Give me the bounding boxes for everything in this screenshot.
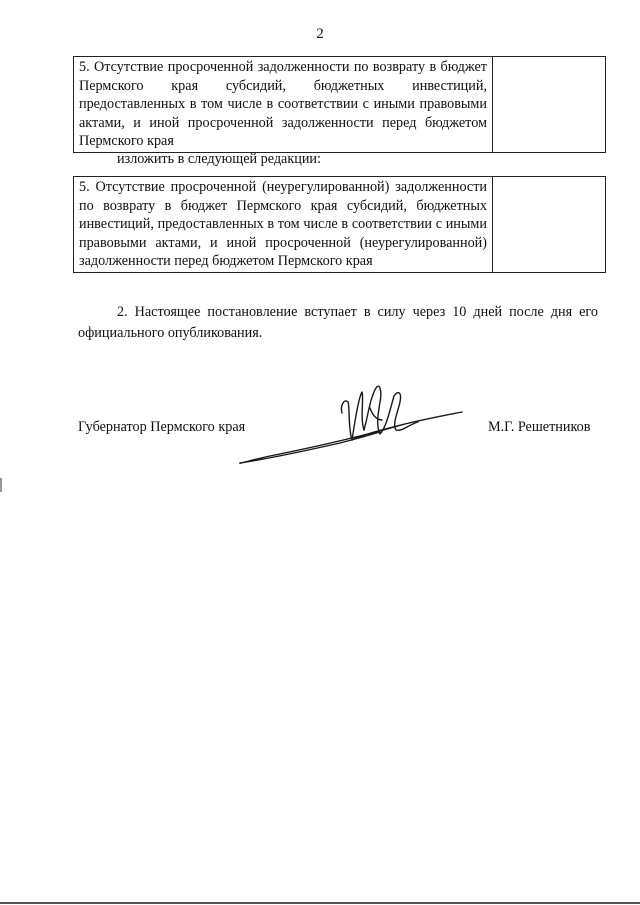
signature-image — [230, 368, 470, 468]
new-requirement-empty-cell — [493, 177, 606, 273]
paragraph-2: 2. Настоящее постановление вступает в силу через 10 дней после дня его официального опубликования. — [78, 304, 598, 341]
page-number: 2 — [316, 26, 324, 42]
new-requirement-text: 5. Отсутствие просроченной (неурегулированной) задолженности по возврату в бюджет Пермского края субсидий, бюджетных инвестиций, предоставленных в том числе в соответствии с иными правовыми актами, и иной просроченной (неурегулированной) задолженности перед бюджетом Пермского края — [74, 177, 493, 273]
amendment-intro: изложить в следующей редакции: — [117, 151, 321, 167]
old-requirement-text: 5. Отсутствие просроченной задолженности по возврату в бюджет Пермского края субсидий, бюджетных инвестиций, предоставленных в том числе в соответствии с иными правовыми актами, и иной просроченной задолженности перед бюджетом Пермского края — [74, 57, 493, 153]
margin-mark — [0, 478, 2, 492]
bottom-edge-line — [0, 902, 640, 904]
signatory-name: М.Г. Решетников — [488, 419, 591, 435]
signatory-title: Губернатор Пермского края — [78, 419, 246, 435]
table-row — [74, 177, 606, 273]
old-requirement-empty-cell — [493, 57, 606, 153]
new-requirement-table — [73, 176, 606, 273]
table-row — [74, 57, 606, 153]
old-requirement-table — [73, 56, 606, 153]
